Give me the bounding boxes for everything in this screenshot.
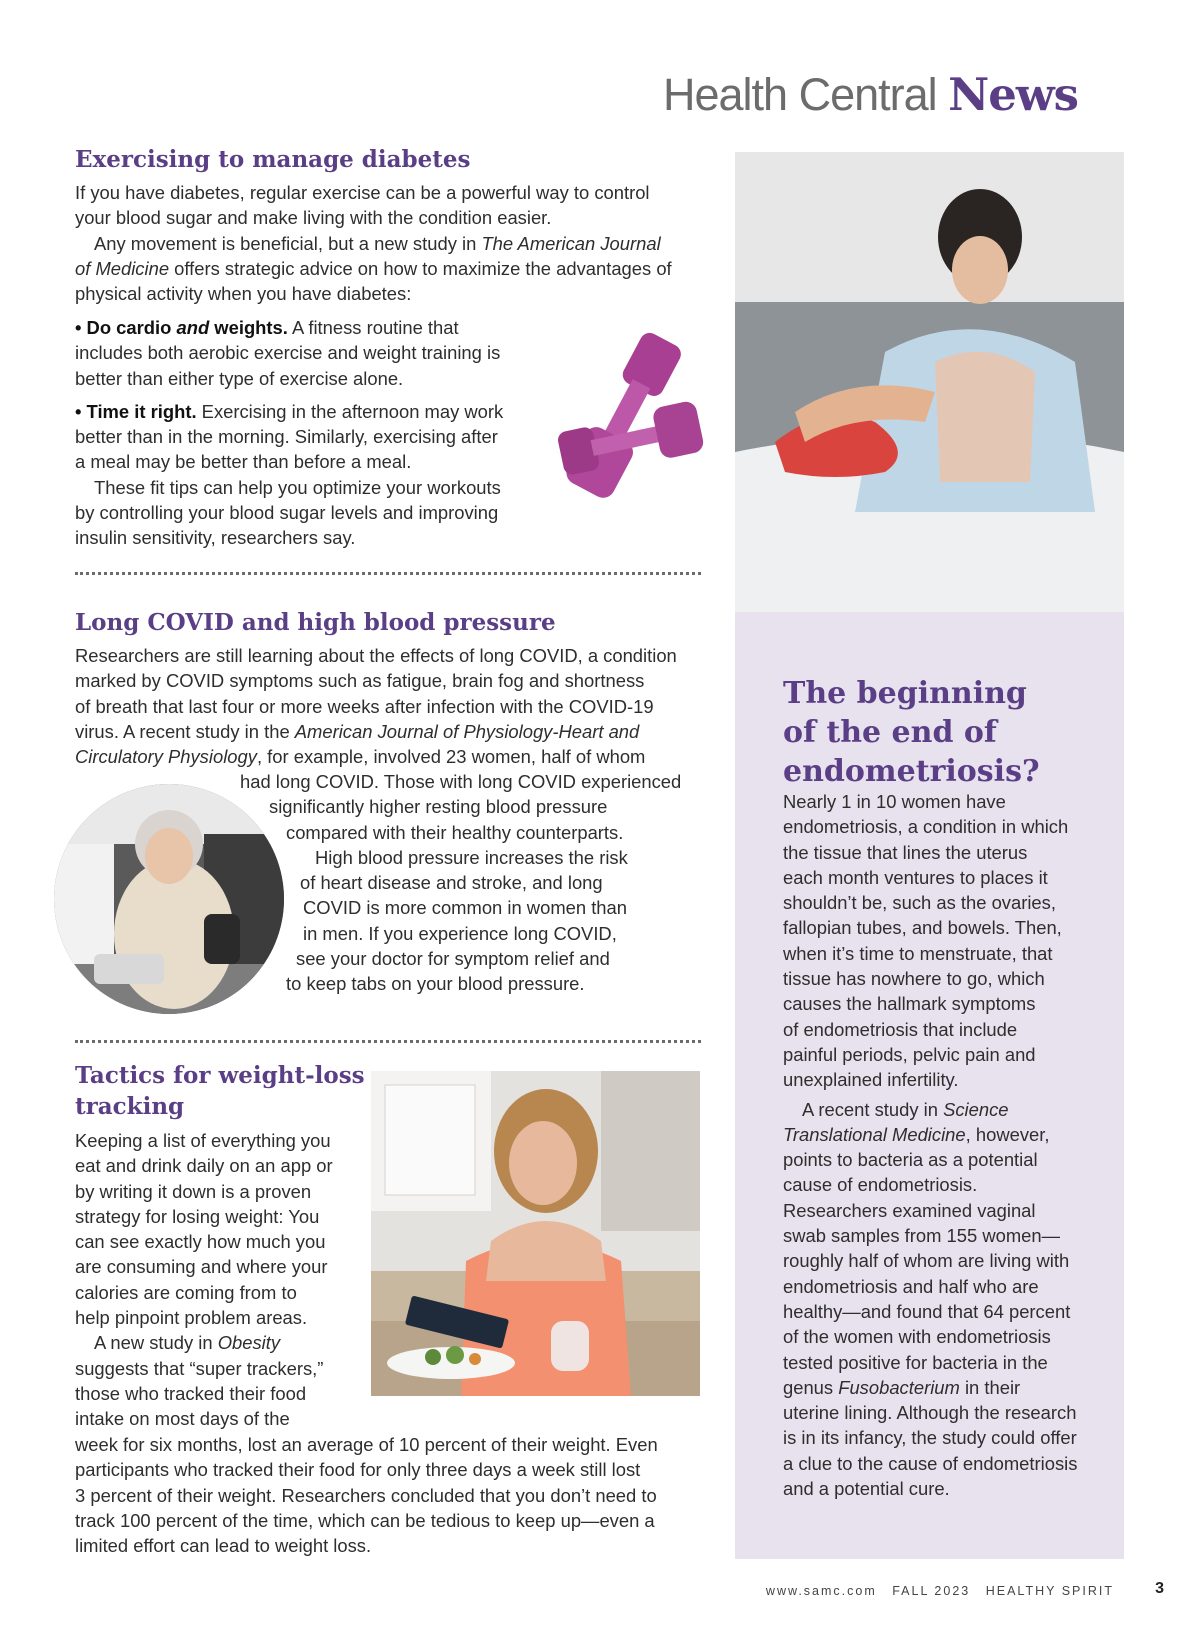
- text-line: painful periods, pelvic pain and: [783, 1043, 1036, 1065]
- journal-name: American Journal of Physiology-Heart and: [294, 720, 640, 742]
- bullet-bold: • Do cardio: [75, 317, 177, 338]
- text-line: participants who tracked their food for only three days a week still lost: [75, 1459, 641, 1481]
- text-line: had long COVID. Those with long COVID experienced: [240, 771, 682, 792]
- food-journal-photo: [371, 1071, 700, 1396]
- text-line: points to bacteria as a potential: [783, 1149, 1038, 1171]
- footer-publication: HEALTHY SPIRIT: [985, 1584, 1114, 1598]
- text-line: is in its infancy, the study could offer: [783, 1427, 1077, 1449]
- bullet-bold-italic: and: [176, 317, 210, 338]
- text-line: marked by COVID symptoms such as fatigue, brain fog and shortness: [75, 670, 645, 692]
- text-line: cause of endometriosis.: [783, 1174, 978, 1196]
- text-line: [75, 256, 715, 281]
- text-line: are consuming and where your: [75, 1256, 328, 1278]
- title-line: Tactics for weight-loss: [75, 1062, 365, 1089]
- text-line: If you have diabetes, regular exercise can be a powerful way to control: [75, 182, 650, 203]
- diabetes-body: [75, 180, 715, 306]
- journal-name: The American Journal: [481, 232, 661, 254]
- sidebar-body: [783, 789, 1113, 1501]
- text-line: of heart disease and stroke, and long: [300, 872, 603, 894]
- endometriosis-photo: [735, 152, 1124, 612]
- blood-pressure-photo: [54, 784, 284, 1014]
- text-line: better than in the morning. Similarly, exercising after: [75, 426, 498, 448]
- text-run: virus. A recent study in the: [75, 720, 295, 742]
- section-divider: [75, 1040, 701, 1043]
- text-line: COVID is more common in women than: [303, 897, 627, 919]
- text-line: fallopian tubes, and bowels. Then,: [783, 917, 1062, 939]
- text-line: [783, 1375, 1113, 1400]
- text-line: [75, 744, 715, 769]
- text-line: week for six months, lost an average of 10 percent of their weight. Even: [75, 1434, 658, 1455]
- text-line: of the women with endometriosis: [783, 1326, 1051, 1348]
- title-line: The beginning: [783, 676, 1027, 711]
- text-line: tissue has nowhere to go, which: [783, 968, 1045, 990]
- page-footer: [756, 1584, 1114, 1598]
- dumbbells-image: [540, 312, 710, 522]
- diabetes-bullets: [75, 315, 545, 551]
- text-line: those who tracked their food: [75, 1382, 307, 1404]
- text-line: by controlling your blood sugar levels and improving: [75, 502, 499, 524]
- diabetes-title: Exercising to manage diabetes: [75, 146, 471, 173]
- footer-issue: FALL 2023: [892, 1584, 971, 1598]
- text-line: eat and drink daily on an app or: [75, 1155, 333, 1177]
- text-line: the tissue that lines the uterus: [783, 841, 1028, 863]
- text-line: endometriosis and half who are: [783, 1275, 1039, 1297]
- text-line: roughly half of whom are living with: [783, 1250, 1070, 1272]
- text-line: a clue to the cause of endometriosis: [783, 1452, 1078, 1474]
- text-line: insulin sensitivity, researchers say.: [75, 527, 356, 549]
- text-line: your blood sugar and make living with the condition easier.: [75, 207, 552, 229]
- text-line: of endometriosis that include: [783, 1018, 1018, 1040]
- title-line: endometriosis?: [783, 754, 1040, 789]
- page-number: 3: [1155, 1580, 1164, 1597]
- text-run: Exercising in the afternoon may work: [196, 400, 504, 422]
- text-line: when it’s time to menstruate, that: [783, 942, 1053, 964]
- text-line: a meal may be better than before a meal.: [75, 451, 412, 473]
- bullet-cardio: [75, 315, 545, 340]
- text-line: Researchers examined vaginal: [783, 1199, 1036, 1221]
- text-line: [75, 1330, 375, 1355]
- text-line: [783, 1097, 1113, 1122]
- text-run: A recent study in: [802, 1098, 944, 1120]
- text-line: shouldn’t be, such as the ovaries,: [783, 892, 1056, 914]
- text-line: 3 percent of their weight. Researchers concluded that you don’t need to: [75, 1484, 657, 1506]
- footer-url: www.samc.com: [765, 1584, 877, 1598]
- genus-name: Fusobacterium: [838, 1376, 960, 1398]
- text-line: calories are coming from to: [75, 1281, 297, 1303]
- text-line: These fit tips can help you optimize your workouts: [94, 476, 501, 498]
- text-line: [75, 719, 715, 744]
- text-line: in men. If you experience long COVID,: [303, 922, 617, 944]
- text-run: A new study in: [94, 1332, 218, 1354]
- weight-title: [75, 1060, 365, 1122]
- text-line: compared with their healthy counterparts.: [286, 821, 624, 843]
- text-run: offers strategic advice on how to maximize the advantages of: [169, 257, 672, 279]
- text-line: swab samples from 155 women—: [783, 1225, 1060, 1247]
- journal-name: Circulatory Physiology: [75, 746, 257, 768]
- text-run: Any movement is beneficial, but a new study in: [94, 232, 482, 254]
- covid-title: Long COVID and high blood pressure: [75, 609, 556, 636]
- text-line: and a potential cure.: [783, 1478, 950, 1500]
- weight-body-column: [75, 1128, 375, 1432]
- text-line: endometriosis, a condition in which: [783, 816, 1069, 838]
- text-line: can see exactly how much you: [75, 1231, 326, 1253]
- journal-name: of Medicine: [75, 257, 170, 279]
- text-run: genus: [783, 1376, 839, 1398]
- bullet-timing: [75, 399, 545, 424]
- title-line: of the end of: [783, 715, 997, 750]
- text-line: strategy for losing weight: You: [75, 1205, 320, 1227]
- text-run: , however,: [965, 1123, 1050, 1145]
- text-line: limited effort can lead to weight loss.: [75, 1535, 372, 1557]
- text-line: significantly higher resting blood pressure: [269, 796, 608, 818]
- text-line: High blood pressure increases the risk: [315, 846, 628, 868]
- text-line: uterine lining. Although the research: [783, 1402, 1077, 1424]
- masthead: [663, 68, 1078, 122]
- text-line: unexplained infertility.: [783, 1069, 959, 1091]
- title-line: tracking: [75, 1093, 185, 1120]
- text-run: A fitness routine that: [287, 317, 459, 338]
- text-line: Keeping a list of everything you: [75, 1130, 331, 1151]
- masthead-bold: News: [948, 68, 1078, 121]
- text-line: each month ventures to places it: [783, 866, 1048, 888]
- section-divider: [75, 572, 701, 575]
- text-line: better than either type of exercise alone.: [75, 367, 404, 389]
- text-line: Nearly 1 in 10 women have: [783, 791, 1006, 812]
- text-line: of breath that last four or more weeks after infection with the COVID-19: [75, 695, 654, 717]
- journal-name: Obesity: [217, 1332, 281, 1354]
- text-line: by writing it down is a proven: [75, 1180, 312, 1202]
- text-line: tested positive for bacteria in the: [783, 1351, 1048, 1373]
- text-line: [783, 1122, 1113, 1147]
- covid-body: [75, 643, 715, 769]
- text-line: physical activity when you have diabetes:: [75, 283, 412, 305]
- sidebar-title: [783, 674, 1040, 791]
- text-run: in their: [959, 1376, 1021, 1398]
- text-line: to keep tabs on your blood pressure.: [286, 973, 585, 995]
- text-line: healthy—and found that 64 percent: [783, 1300, 1071, 1322]
- text-line: help pinpoint problem areas.: [75, 1307, 308, 1329]
- journal-name: Science: [943, 1098, 1009, 1120]
- text-line: track 100 percent of the time, which can be tedious to keep up—even a: [75, 1509, 655, 1531]
- text-line: suggests that “super trackers,”: [75, 1357, 324, 1379]
- journal-name: Translational Medicine: [783, 1123, 966, 1145]
- text-line: see your doctor for symptom relief and: [296, 948, 610, 970]
- text-line: includes both aerobic exercise and weight training is: [75, 342, 501, 364]
- text-run: , for example, involved 23 women, half of whom: [256, 746, 646, 768]
- text-line: Researchers are still learning about the effects of long COVID, a condition: [75, 645, 677, 666]
- masthead-light: Health Central: [662, 69, 937, 120]
- bullet-bold: weights.: [209, 317, 288, 338]
- weight-body-full: [75, 1432, 715, 1558]
- text-line: [75, 231, 715, 256]
- text-line: causes the hallmark symptoms: [783, 993, 1036, 1015]
- bullet-bold: • Time it right.: [75, 400, 197, 422]
- text-line: intake on most days of the: [75, 1408, 290, 1430]
